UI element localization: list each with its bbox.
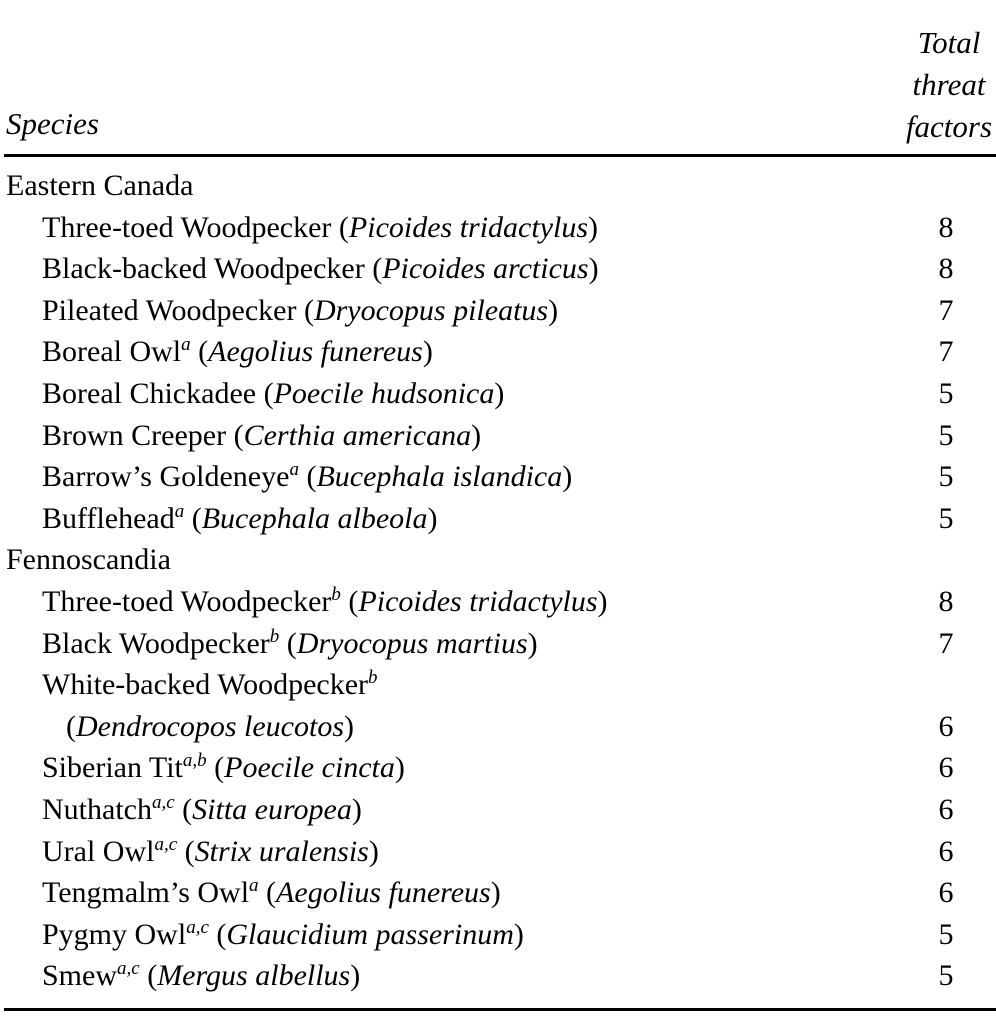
group-label: Fennoscandia: [6, 543, 171, 577]
footnote-marker: a,c: [186, 916, 209, 938]
header-total-line2: threat: [912, 67, 986, 102]
total-threat-factors: 8: [938, 210, 954, 244]
common-name: Pygmy Owl: [42, 917, 187, 951]
total-threat-factors: 6: [938, 834, 954, 868]
footnote-marker: b: [269, 625, 280, 647]
table-row: [0, 623, 996, 665]
scientific-name: Bucephala albeola: [201, 501, 428, 535]
group-header-row: [0, 165, 996, 207]
scientific-name: Aegolius funereus: [208, 335, 423, 369]
common-name: Pileated Woodpecker: [42, 293, 297, 327]
scientific-name: Poecile hudsonica: [273, 376, 495, 410]
common-name: Nuthatch: [42, 792, 152, 826]
scientific-name: Dendrocopos leucotos: [76, 709, 345, 743]
species-name: Three-toed Woodpecker$^b$ (Picoides tridactylus): [42, 583, 608, 618]
common-name: Boreal Chickadee: [42, 376, 257, 410]
scientific-name: Sitta europea: [192, 792, 352, 826]
scientific-name: Glaucidium passerinum: [226, 917, 514, 951]
species-name: Nuthatch$^{a,c}$ (Sitta europea): [42, 791, 362, 826]
total-threat-factors: 8: [938, 252, 954, 286]
total-threat-factors: 6: [938, 709, 954, 743]
scientific-name: Picoides arcticus: [382, 252, 589, 286]
table-row: [0, 373, 996, 415]
footnote-marker: a,b: [182, 750, 207, 772]
footnote-marker: a,c: [117, 958, 140, 980]
species-name: Smew$^{a,c}$ (Mergus albellus): [42, 958, 361, 993]
common-name: Boreal Owl: [42, 335, 182, 369]
group-header-row: [0, 539, 996, 581]
total-threat-factors: 5: [938, 959, 954, 993]
total-threat-factors: 5: [938, 917, 954, 951]
table-row: [0, 955, 996, 997]
common-name: White-backed Woodpecker: [42, 668, 369, 702]
species-name: Brown Creeper (Certhia americana): [42, 418, 482, 452]
footnote-marker: b: [368, 667, 378, 689]
table-row: [0, 747, 996, 789]
bottom-rule: [4, 1008, 996, 1011]
total-threat-factors: 6: [938, 751, 954, 785]
header-total-line3: factors: [905, 109, 993, 144]
species-name: Three-toed Woodpecker (Picoides tridactylus): [42, 210, 599, 244]
scientific-name: Bucephala islandica: [316, 460, 563, 494]
group-label: Eastern Canada: [6, 169, 194, 202]
table-row: [0, 498, 996, 540]
scientific-name: Mergus albellus: [157, 959, 351, 993]
footnote-marker: b: [331, 583, 341, 605]
scientific-name: Aegolius funereus: [276, 876, 491, 910]
species-name: [42, 664, 378, 706]
common-name: Tengmalm’s Owl: [42, 876, 250, 910]
species-name: Pileated Woodpecker (Dryocopus pileatus): [42, 293, 559, 327]
species-name-continued: (Dendrocopos leucotos): [66, 709, 355, 743]
header-species: Species: [6, 106, 99, 141]
common-name: Bufflehead: [42, 501, 175, 535]
total-threat-factors: 7: [938, 293, 954, 327]
scientific-name: Picoides tridactylus: [358, 584, 598, 618]
total-threat-factors: 5: [938, 501, 954, 535]
common-name: Barrow’s Goldeneye: [42, 460, 290, 494]
table-row: [0, 831, 996, 873]
common-name: Ural Owl: [42, 834, 155, 868]
species-name: Siberian Tit$^{a,b}$ (Poecile cincta): [42, 750, 405, 785]
species-name: Boreal Chickadee (Poecile hudsonica): [42, 376, 505, 410]
total-threat-factors: 5: [938, 418, 954, 452]
footnote-marker: a: [249, 875, 259, 897]
table-row: [0, 331, 996, 373]
scientific-name: Dryocopus pileatus: [313, 293, 549, 327]
species-name: Black Woodpecker$^b$ (Dryocopus martius): [42, 625, 538, 660]
footnote-marker: a,c: [151, 791, 175, 813]
total-threat-factors: 6: [938, 876, 954, 910]
scientific-name: Dryocopus martius: [296, 626, 528, 660]
species-name: Ural Owl$^{a,c}$ (Strix uralensis): [42, 833, 379, 868]
scientific-name: Poecile cincta: [224, 751, 395, 785]
total-threat-factors: 5: [938, 376, 954, 410]
footnote-marker: a,c: [154, 833, 178, 855]
total-threat-factors: 7: [938, 626, 954, 660]
species-name: Black-backed Woodpecker (Picoides arcticus): [42, 252, 599, 286]
total-threat-factors: 7: [938, 335, 954, 369]
scientific-name: Picoides tridactylus: [348, 210, 589, 244]
common-name: Siberian Tit: [42, 751, 183, 785]
common-name: Three-toed Woodpecker: [42, 584, 332, 618]
species-name: Tengmalm’s Owl$^a$ (Aegolius funereus): [42, 875, 501, 910]
table-row: [0, 581, 996, 623]
table-row: [0, 415, 996, 457]
table-body: [0, 165, 996, 997]
species-name: Barrow’s Goldeneye$^a$ (Bucephala islandica): [42, 459, 573, 494]
table-row: [0, 248, 996, 290]
table-row: [0, 872, 996, 914]
header-total-threat-factors: [884, 22, 996, 148]
footnote-marker: a: [289, 459, 299, 481]
header-total-line1: Total: [917, 25, 981, 60]
common-name: Smew: [42, 959, 117, 993]
common-name: Three-toed Woodpecker: [42, 210, 332, 244]
table-row: [0, 914, 996, 956]
common-name: Brown Creeper: [42, 418, 227, 452]
species-name: Bufflehead$^a$ (Bucephala albeola): [42, 500, 438, 535]
table-row: [0, 290, 996, 332]
total-threat-factors: 8: [938, 584, 954, 618]
table-row: [0, 789, 996, 831]
table-row: [0, 664, 996, 706]
total-threat-factors: 6: [938, 792, 954, 826]
species-name: Boreal Owl$^a$ (Aegolius funereus): [42, 334, 433, 369]
species-name: Pygmy Owl$^{a,c}$ (Glaucidium passerinum): [42, 916, 524, 951]
scientific-name: Strix uralensis: [194, 834, 369, 868]
common-name: Black-backed Woodpecker: [42, 252, 365, 286]
table-row: [0, 207, 996, 249]
scientific-name: Certhia americana: [243, 418, 472, 452]
table-row-continuation: [0, 706, 996, 748]
footnote-marker: a: [174, 500, 185, 522]
table-row: [0, 456, 996, 498]
footnote-marker: a: [181, 334, 191, 356]
common-name: Black Woodpecker: [42, 626, 270, 660]
total-threat-factors: 5: [938, 460, 954, 494]
top-rule: [4, 154, 996, 157]
